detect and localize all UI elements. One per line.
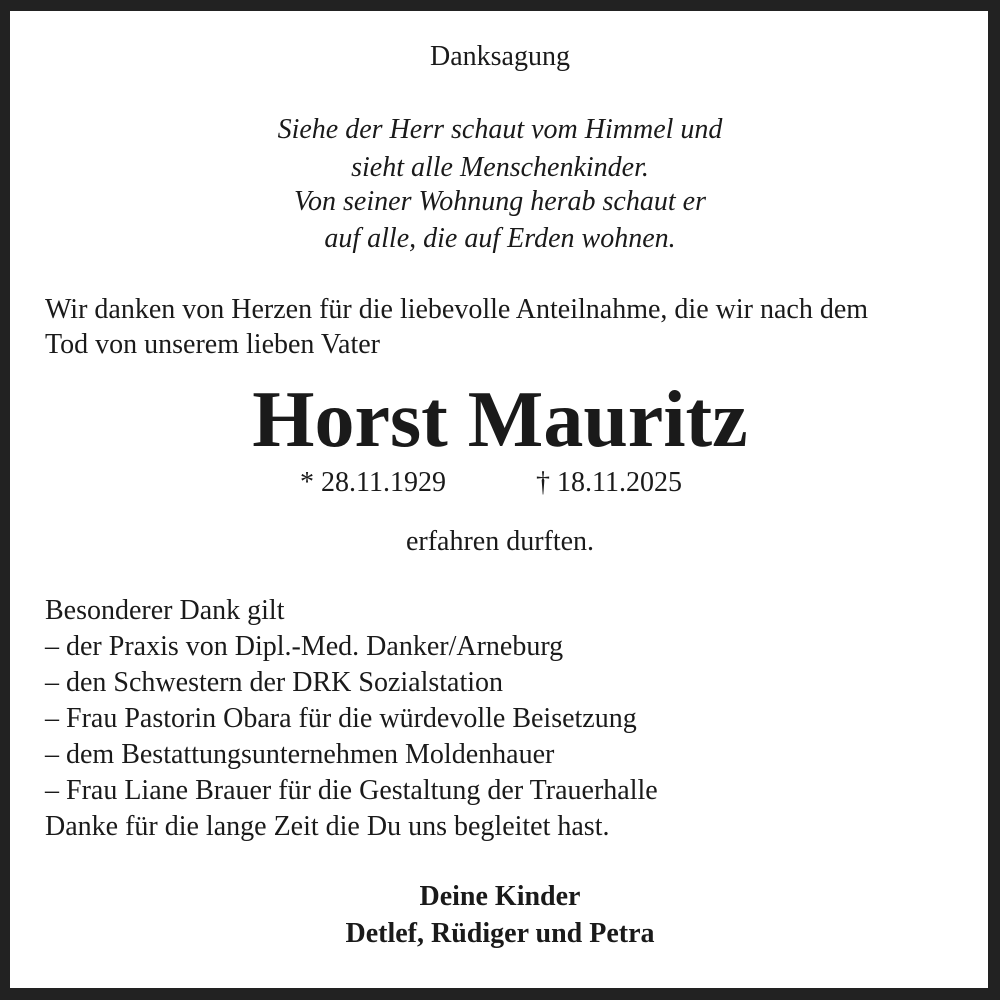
verse-line: auf alle, die auf Erden wohnen. bbox=[324, 223, 676, 254]
signature-line: Detlef, Rüdiger und Petra bbox=[345, 918, 655, 949]
thanks-line: – Frau Pastorin Obara für die würdevolle Beisetzung bbox=[45, 703, 637, 734]
notice-heading: Danksagung bbox=[430, 41, 570, 72]
deceased-name: Horst Mauritz bbox=[252, 376, 748, 464]
death-date: † 18.11.2025 bbox=[536, 467, 682, 498]
thanks-line: – Frau Liane Brauer für die Gestaltung der Trauerhalle bbox=[45, 775, 658, 806]
birth-date: * 28.11.1929 bbox=[300, 467, 446, 498]
verse-line: Von seiner Wohnung herab schaut er bbox=[294, 186, 706, 217]
intro-line: Wir danken von Herzen für die liebevolle Anteilnahme, die wir nach dem bbox=[45, 294, 869, 325]
thanks-line: Besonderer Dank gilt bbox=[45, 595, 285, 626]
thanks-line: – der Praxis von Dipl.-Med. Danker/Arneburg bbox=[45, 631, 564, 662]
verse-line: sieht alle Menschenkinder. bbox=[351, 152, 649, 183]
thanks-line: – dem Bestattungsunternehmen Moldenhauer bbox=[45, 739, 555, 770]
intro-line: Tod von unserem lieben Vater bbox=[45, 329, 380, 360]
verse-line: Siehe der Herr schaut vom Himmel und bbox=[277, 114, 723, 145]
thanks-line: Danke für die lange Zeit die Du uns begleitet hast. bbox=[45, 811, 610, 842]
intro-closing: erfahren durften. bbox=[405, 526, 595, 557]
signature-line: Deine Kinder bbox=[419, 881, 581, 912]
thanks-line: – den Schwestern der DRK Sozialstation bbox=[45, 667, 504, 698]
